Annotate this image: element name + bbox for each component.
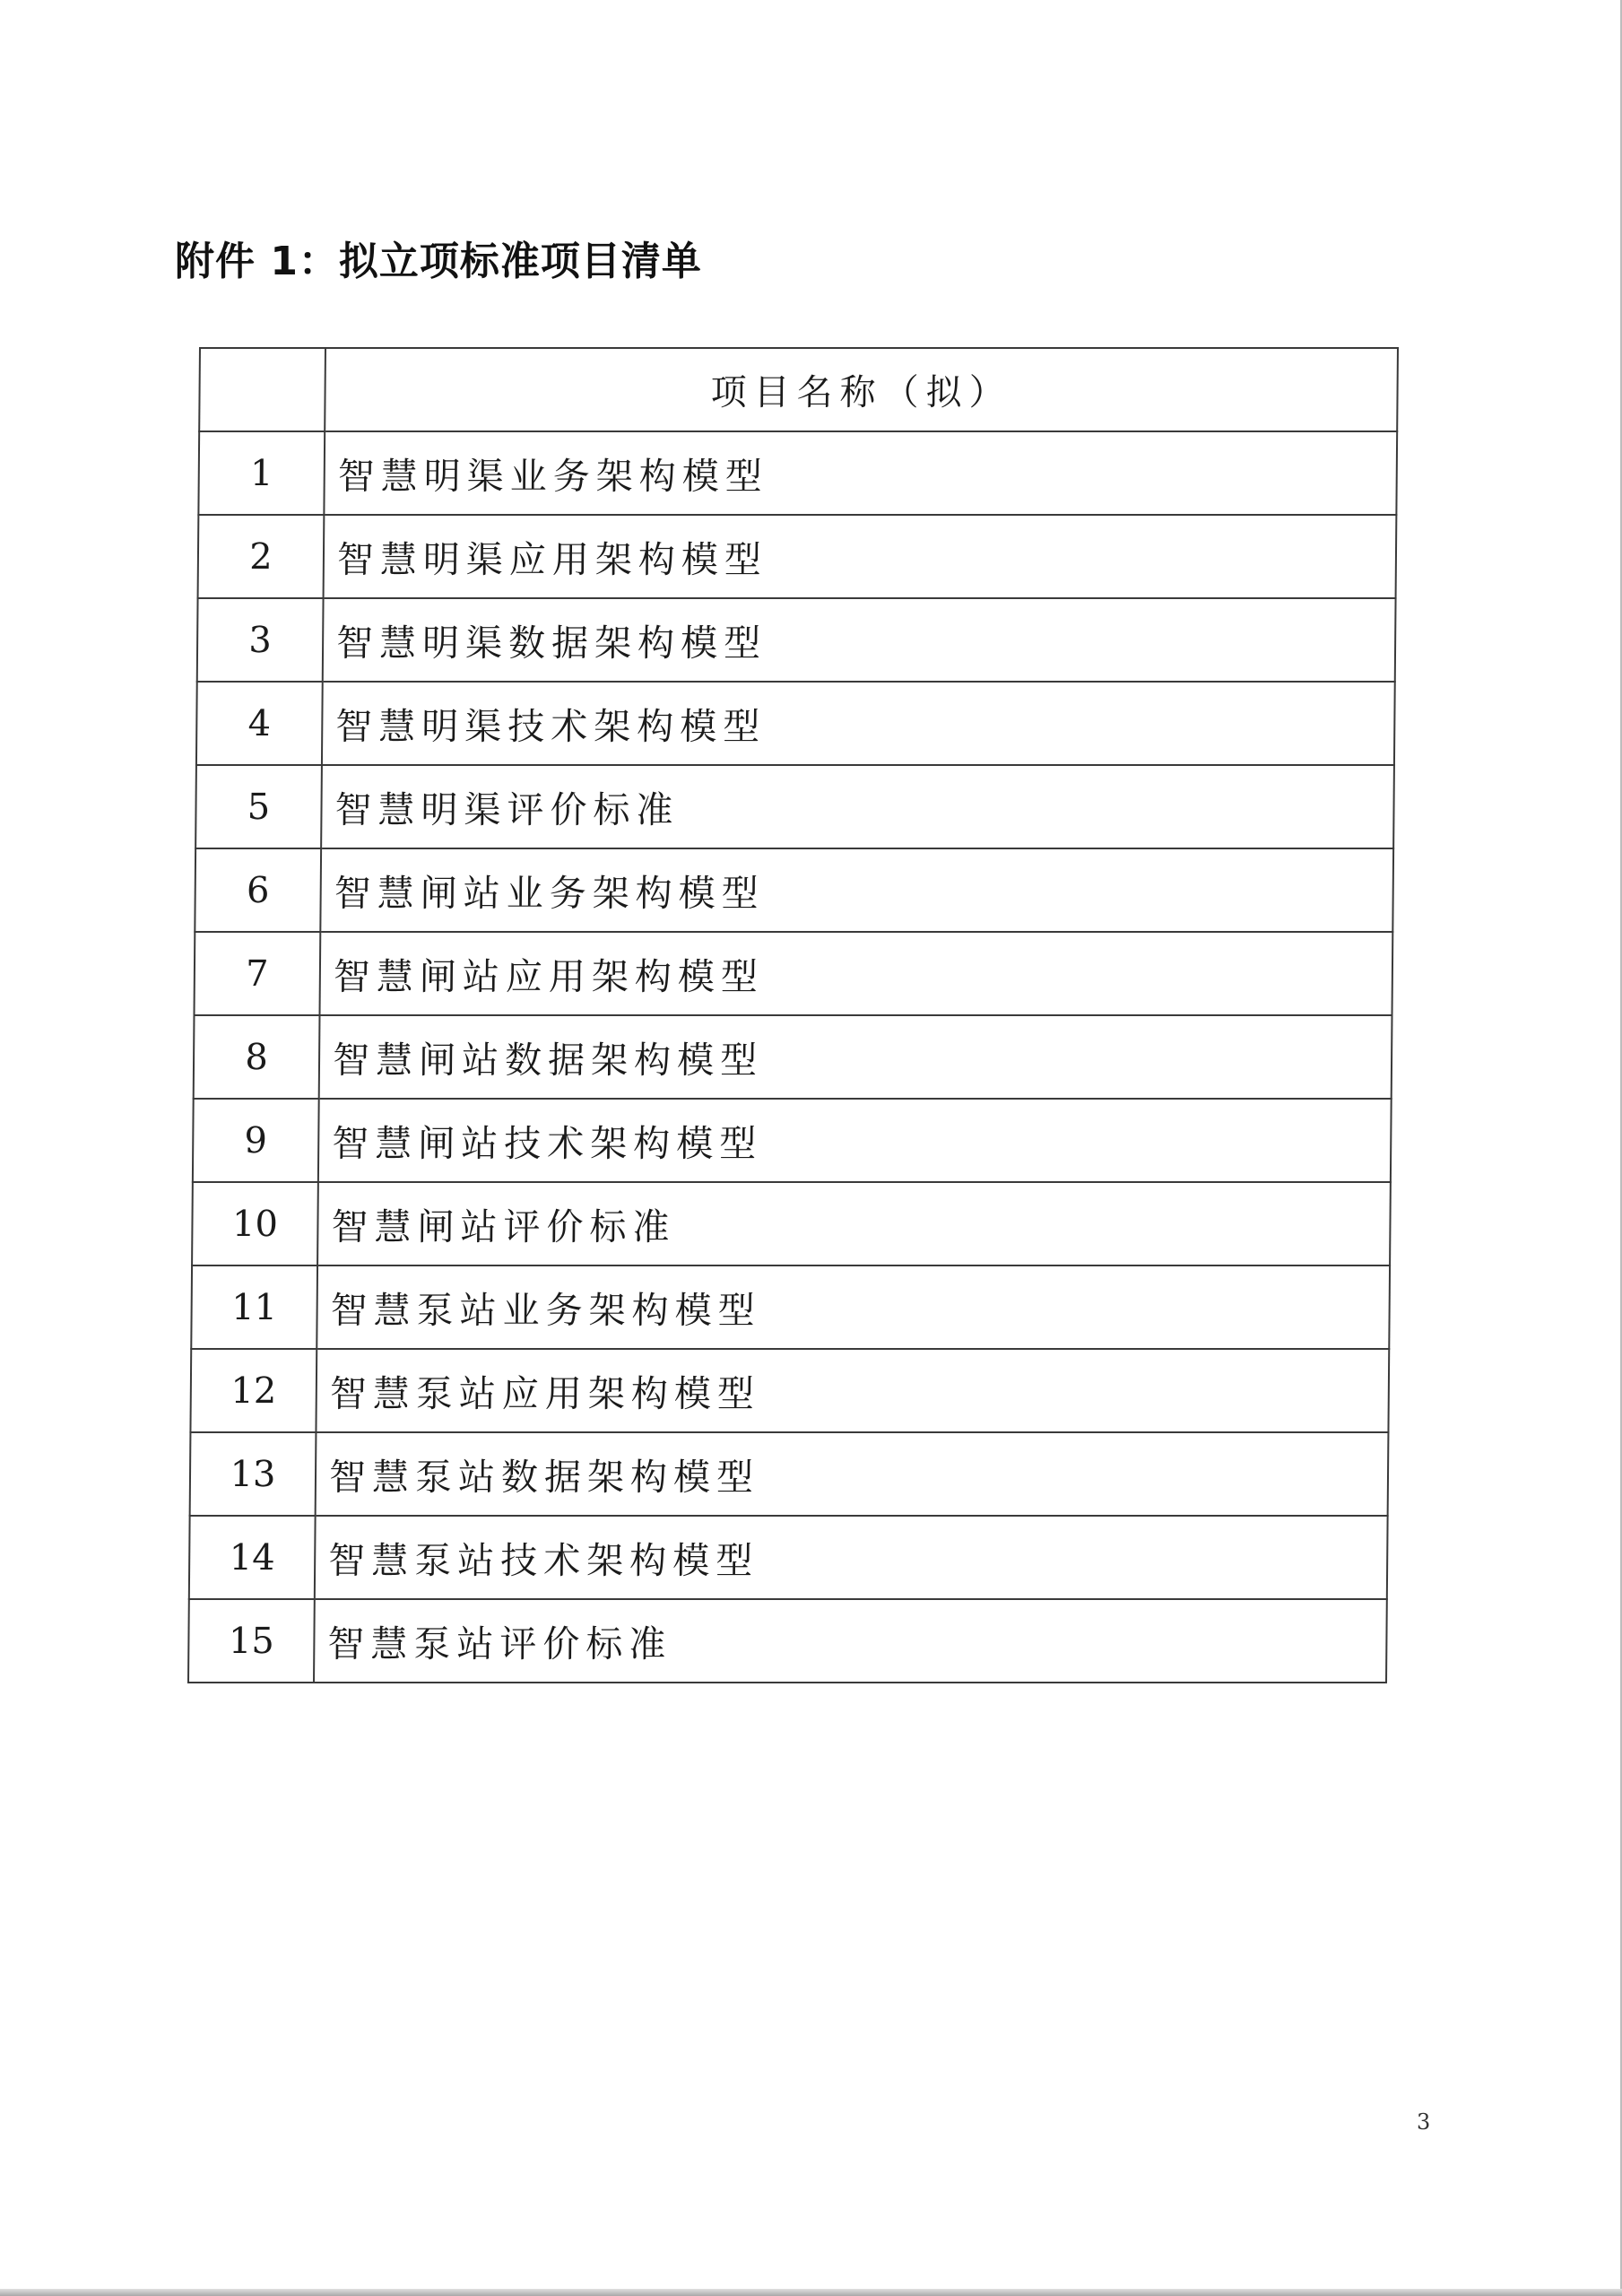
table-row: [190, 1432, 1389, 1516]
table-header-row: [199, 348, 1398, 431]
table-row: [198, 431, 1397, 515]
row-number: 3: [197, 598, 324, 682]
project-name: 智慧明渠技术架构模型: [322, 682, 1395, 765]
row-number: 11: [191, 1265, 317, 1349]
page-number: 3: [1417, 2109, 1431, 2135]
row-number: 7: [194, 932, 320, 1015]
project-name: 智慧泵站评价标准: [314, 1599, 1387, 1683]
project-name: 智慧闸站技术架构模型: [318, 1099, 1392, 1182]
table-row: [195, 848, 1393, 932]
row-number: 8: [194, 1015, 320, 1099]
project-name: 智慧闸站评价标准: [317, 1182, 1391, 1265]
project-name: 智慧闸站业务架构模型: [320, 848, 1393, 932]
row-number: 5: [195, 765, 322, 848]
project-name: 智慧泵站业务架构模型: [317, 1265, 1390, 1349]
table-row: [192, 1182, 1391, 1265]
row-number: 6: [195, 848, 321, 932]
project-name: 智慧泵站应用架构模型: [316, 1349, 1389, 1432]
project-name: 智慧泵站技术架构模型: [315, 1516, 1388, 1599]
project-list-table: [187, 347, 1399, 1683]
document-heading: 附件 1：拟立项标准项目清单: [175, 239, 702, 284]
table-row: [191, 1265, 1390, 1349]
row-number: 14: [189, 1516, 316, 1599]
row-number: 1: [198, 431, 325, 515]
table-row: [188, 1599, 1387, 1683]
project-name: 智慧闸站应用架构模型: [319, 932, 1392, 1015]
project-name: 智慧明渠应用架构模型: [324, 515, 1397, 598]
project-name: 智慧泵站数据架构模型: [316, 1432, 1389, 1516]
row-number: 4: [196, 682, 323, 765]
page-edge-bottom: [0, 2289, 1622, 2296]
row-number: 15: [188, 1599, 315, 1683]
table-row: [195, 765, 1394, 848]
row-number: 9: [193, 1099, 319, 1182]
table-row: [196, 682, 1395, 765]
table-row: [194, 932, 1392, 1015]
project-name: 智慧明渠业务架构模型: [324, 431, 1397, 515]
row-number: 2: [198, 515, 325, 598]
table-row: [190, 1349, 1389, 1432]
project-list-table-wrapper: [187, 347, 1397, 1683]
project-name: 智慧闸站数据架构模型: [319, 1015, 1392, 1099]
table-row: [198, 515, 1397, 598]
row-number: 12: [190, 1349, 317, 1432]
row-number: 10: [192, 1182, 318, 1265]
header-number-cell: [199, 348, 325, 431]
project-name: 智慧明渠评价标准: [321, 765, 1394, 848]
project-name: 智慧明渠数据架构模型: [323, 598, 1396, 682]
header-project-name-cell: 项目名称（拟）: [325, 348, 1398, 431]
table-row: [193, 1099, 1392, 1182]
row-number: 13: [190, 1432, 317, 1516]
table-row: [194, 1015, 1392, 1099]
table-row: [189, 1516, 1388, 1599]
table-row: [197, 598, 1396, 682]
